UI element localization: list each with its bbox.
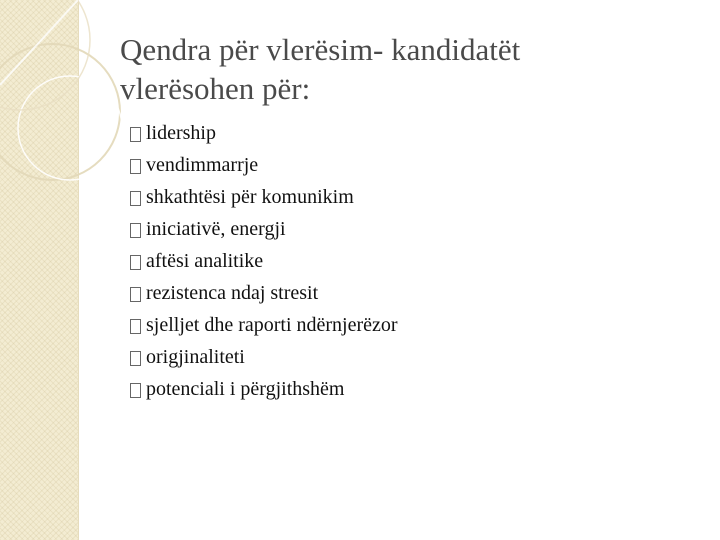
list-item xyxy=(130,341,398,373)
list-item xyxy=(130,245,398,277)
bullet-box-icon xyxy=(130,351,141,366)
bullet-box-icon xyxy=(130,159,141,174)
bullet-text: sjelljet dhe raporti ndërnjerëzor xyxy=(146,314,398,336)
list-item xyxy=(130,117,398,149)
bullet-box-icon xyxy=(130,287,141,302)
bullet-text: vendimmarrje xyxy=(146,154,259,176)
bullet-text: potenciali i përgjithshëm xyxy=(146,378,345,400)
list-item xyxy=(130,309,398,341)
list-item xyxy=(130,213,398,245)
bullet-box-icon xyxy=(130,127,141,142)
bullet-box-icon xyxy=(130,383,141,398)
title-line-1: Qendra për vlerësim- kandidatët xyxy=(120,32,521,67)
bullet-box-icon xyxy=(130,223,141,238)
bullet-box-icon xyxy=(130,191,141,206)
bullet-text: aftësi analitike xyxy=(146,250,264,272)
list-item xyxy=(130,181,398,213)
bullet-text: rezistenca ndaj stresit xyxy=(146,282,319,304)
bullet-text: lidership xyxy=(146,122,216,144)
bullet-list xyxy=(130,117,398,405)
list-item xyxy=(130,277,398,309)
bullet-text: iniciativë, energji xyxy=(146,218,286,240)
list-item xyxy=(130,149,398,181)
bullet-box-icon xyxy=(130,319,141,334)
bullet-text: origjinaliteti xyxy=(146,346,245,368)
bullet-box-icon xyxy=(130,255,141,270)
bullet-text: shkathtësi për komunikim xyxy=(146,186,354,208)
decorative-circles xyxy=(0,0,140,200)
slide-title xyxy=(120,30,680,108)
list-item xyxy=(130,373,398,405)
title-line-2: vlerësohen për: xyxy=(120,71,311,106)
